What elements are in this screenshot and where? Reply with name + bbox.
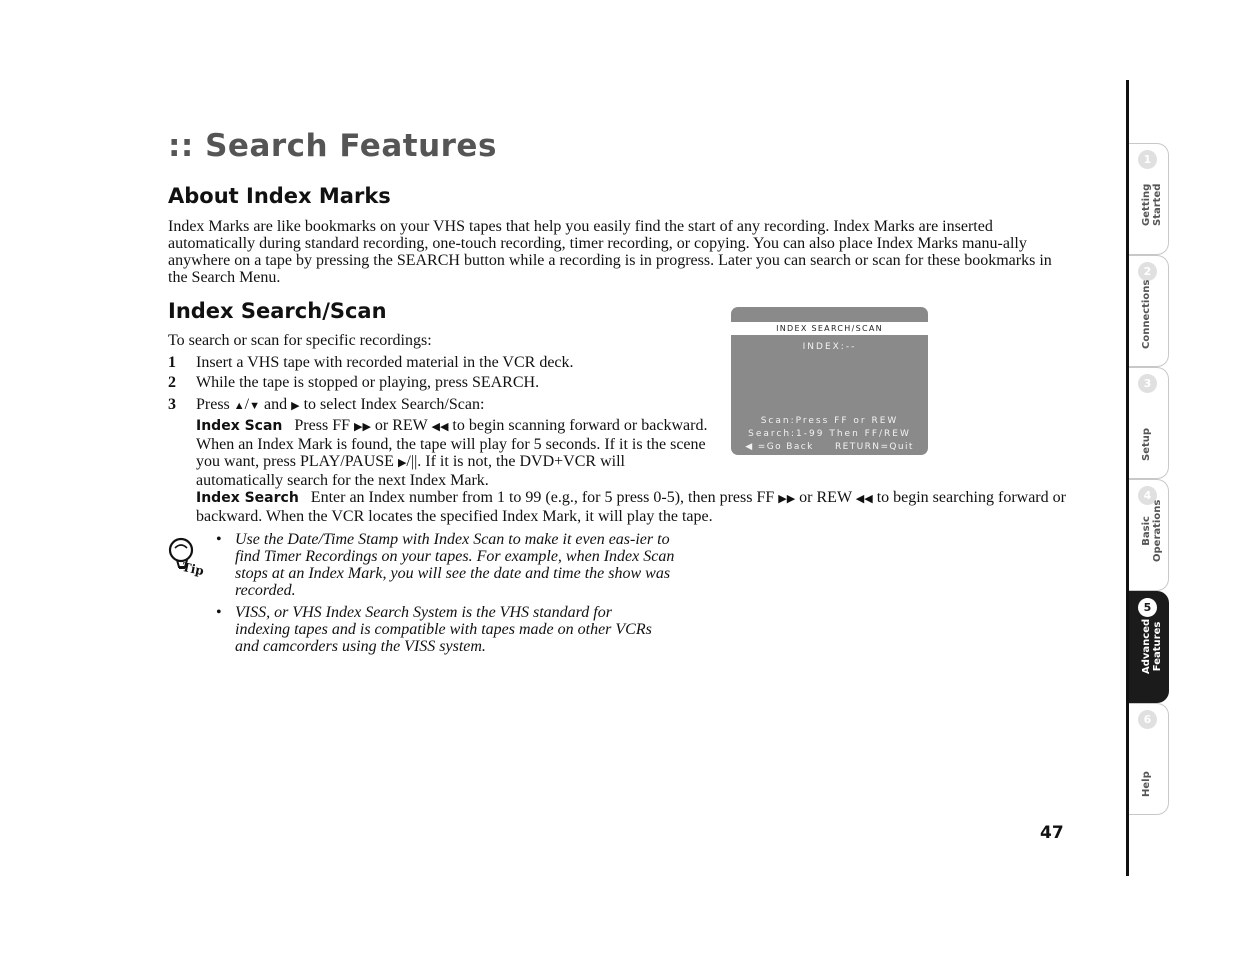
search-text: Enter an Index number from 1 to 99 (e.g., for 5 press 0-5), then press FF: [310, 489, 775, 506]
step-text: Insert a VHS tape with recorded material in the VCR deck.: [196, 354, 574, 371]
scan-text: or REW: [374, 417, 428, 434]
ff-icon: ▶▶: [778, 493, 796, 505]
tip-text: VISS, or VHS Index Search System is the VHS standard for indexing tapes and is compatible with tapes made on other VCRs and camcorders using the VISS system.: [235, 604, 652, 655]
search-text: or REW: [799, 489, 852, 506]
screen-index-line: INDEX:--: [802, 342, 857, 352]
scan-text: to begin scanning forward or backward. When an Index Mark is found, the tape will play for 5 seconds. If it is the scene you want, press PLAY/PAUSE: [196, 417, 708, 470]
nav-tab-label: Advanced Features: [1141, 618, 1163, 674]
rew-icon: ◀◀: [855, 493, 873, 505]
nav-tab-help[interactable]: [1129, 703, 1169, 815]
chapter-number-icon: 3: [1138, 374, 1157, 393]
nav-tab-basic-operations[interactable]: [1129, 479, 1169, 591]
tip-text: Use the Date/Time Stamp with Index Scan to make it even eas-ier to find Timer Recordings on your tapes. For example, when Index Scan stops at an Index Mark, you will see the date and time the show was recorded.: [235, 531, 675, 599]
step-text: While the tape is stopped or playing, press SEARCH.: [196, 374, 540, 391]
rew-icon: ◀◀: [431, 421, 449, 433]
search-text: to begin searching forward or backward. When the VCR locates the specified Index Mark, it will play the tape.: [196, 489, 1066, 525]
step-2: [168, 374, 539, 391]
nav-tab-label: Connections: [1141, 279, 1152, 349]
chapter-number-icon: 1: [1138, 150, 1157, 169]
screen-line-search: Search:1-99 Then FF/REW: [748, 429, 911, 439]
index-search-term: Index Search: [196, 490, 299, 506]
index-search-paragraph: [196, 489, 1068, 525]
play-icon: ▶: [397, 457, 407, 469]
nav-tab-connections[interactable]: [1129, 255, 1169, 367]
page-number: 47: [1040, 823, 1064, 843]
screen-line-scan: Scan:Press FF or REW: [760, 416, 899, 426]
section-heading-index: Index Search/Scan: [168, 299, 387, 323]
scan-text: /||. If it is not, the DVD+VCR will automatically search for the next Index Mark.: [196, 453, 625, 489]
tip-bullet-2: [216, 604, 666, 655]
chapter-number-icon: 4: [1138, 486, 1157, 505]
screen-title: INDEX SEARCH/SCAN: [731, 322, 928, 335]
nav-tab-label: Help: [1141, 771, 1152, 797]
index-search-screen: [731, 307, 928, 455]
about-paragraph: Index Marks are like bookmarks on your VHS tapes that help you easily find the start of any recording. Index Marks are inserted automatically during standard recording, one-touch recording, timer recording, or copying. You can also place Index Marks manu-ally anywhere on a tape by pressing the SEARCH button while a recording is in progress. Later you can search or scan for these bookmarks in the Search Menu.: [168, 218, 1052, 286]
nav-tab-label: Getting Started: [1141, 183, 1163, 226]
step-text: Press: [196, 396, 230, 413]
bullet-icon: •: [216, 604, 222, 621]
down-arrow-icon: ▼: [249, 400, 261, 412]
right-arrow-icon: ▶: [291, 400, 300, 412]
tip-label: Tip: [180, 559, 206, 579]
screen-quit: RETURN=Quit: [835, 442, 914, 452]
nav-tab-advanced-features[interactable]: [1129, 591, 1169, 703]
page-title: :: Search Features: [168, 128, 497, 164]
nav-tab-label: Setup: [1141, 427, 1152, 461]
intro-text: To search or scan for specific recordings:: [168, 332, 432, 349]
index-scan-paragraph: [196, 417, 708, 489]
left-arrow-icon: ◀: [745, 442, 754, 452]
step-number: 2: [168, 374, 176, 391]
scan-text: Press FF: [294, 417, 350, 434]
step-3: 3 Press ▲/▼ and ▶ to select Index Search/Scan:: [168, 396, 485, 413]
nav-tab-getting-started[interactable]: [1129, 143, 1169, 255]
index-scan-term: Index Scan: [196, 418, 283, 434]
step-text: to select Index Search/Scan:: [303, 396, 485, 413]
step-number: 3: [168, 396, 176, 413]
bullet-icon: •: [216, 531, 222, 548]
chapter-number-icon: 5: [1138, 598, 1157, 617]
nav-tab-label: Basic Operations: [1141, 499, 1163, 562]
screen-line-nav: [731, 442, 928, 452]
nav-tab-setup[interactable]: [1129, 367, 1169, 479]
tip-bullet-1: [216, 531, 686, 599]
step-number: 1: [168, 354, 176, 371]
step-text: and: [264, 396, 288, 413]
chapter-number-icon: 2: [1138, 262, 1157, 281]
ff-icon: ▶▶: [353, 421, 371, 433]
up-arrow-icon: ▲: [233, 400, 245, 412]
step-1: [168, 354, 574, 371]
section-heading-about: About Index Marks: [168, 184, 391, 208]
screen-back: =Go Back: [757, 442, 814, 452]
chapter-number-icon: 6: [1138, 710, 1157, 729]
